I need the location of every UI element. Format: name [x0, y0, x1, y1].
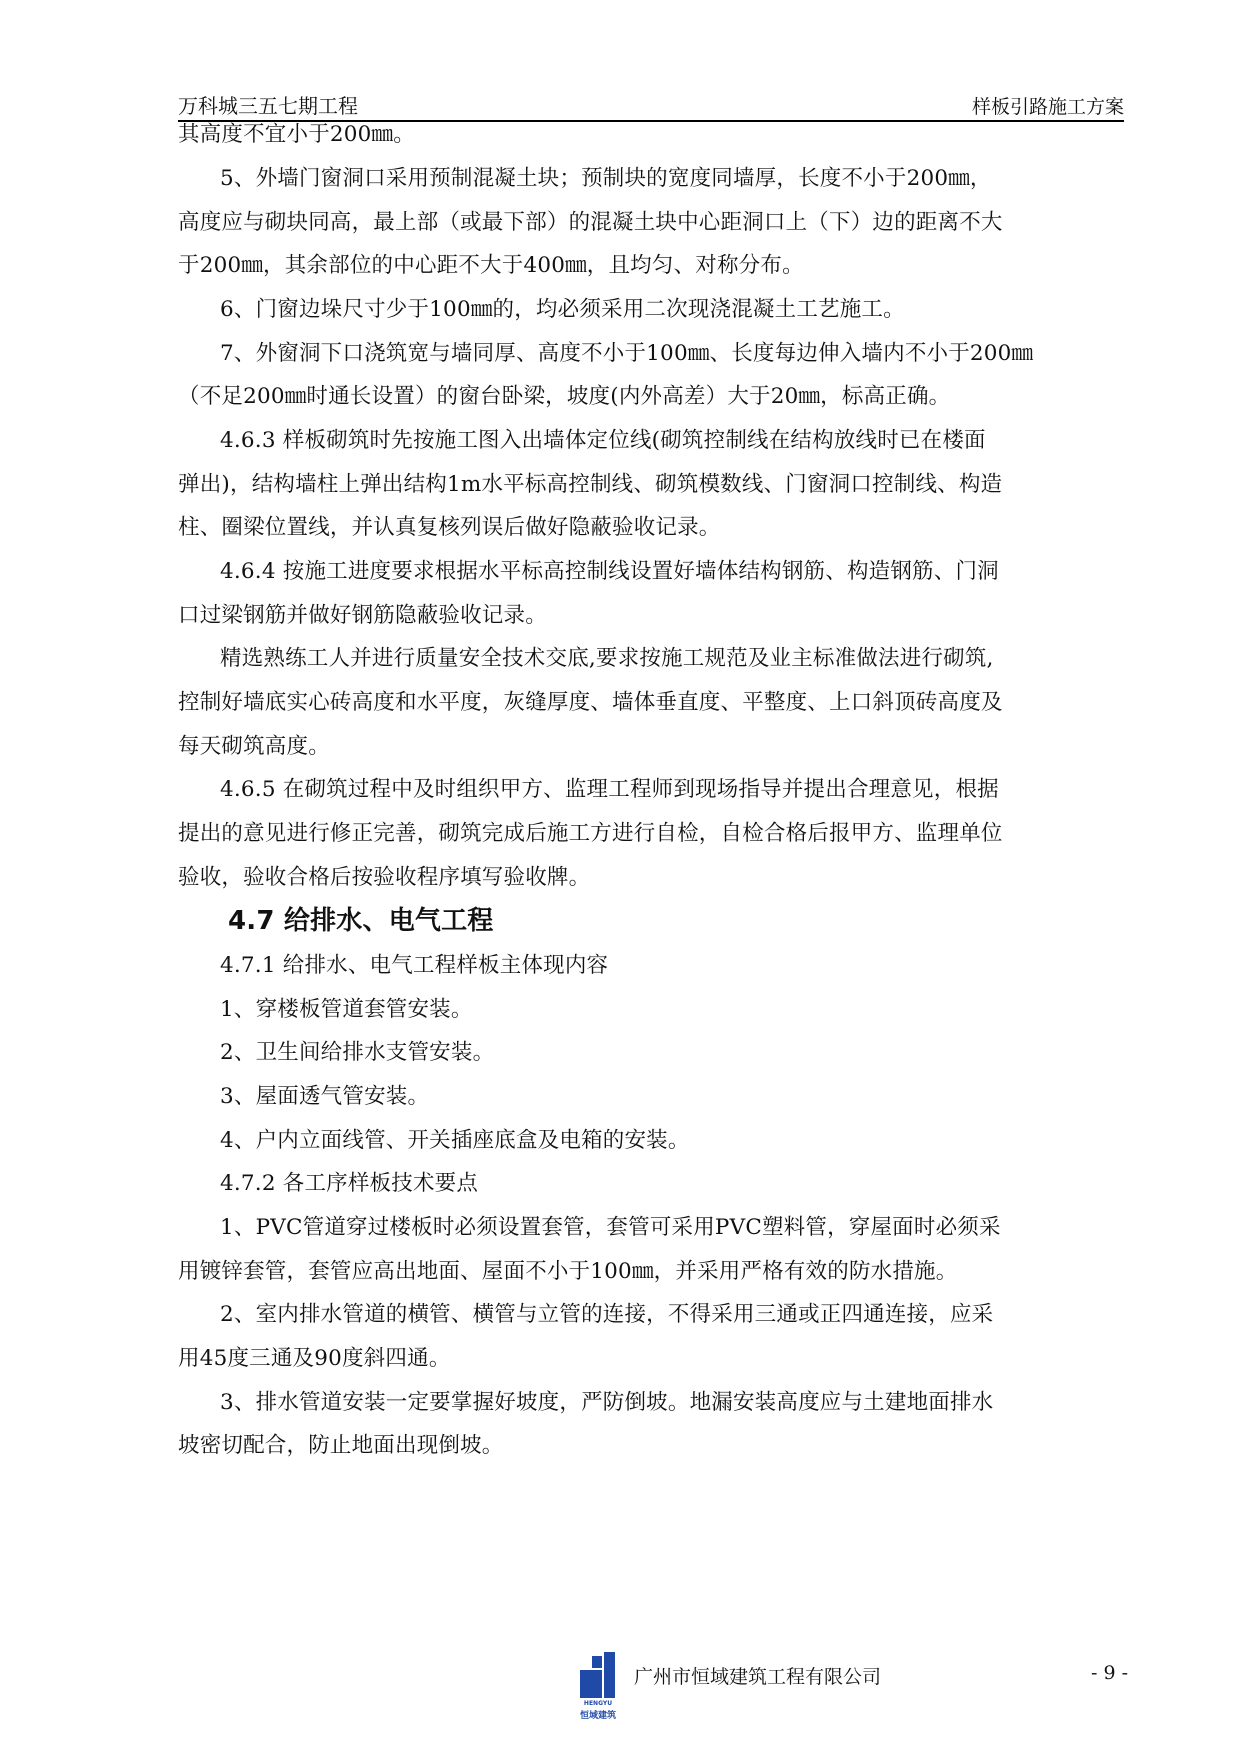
text-line: 验收，验收合格后按验收程序填写验收牌。 — [178, 865, 591, 890]
company-logo-icon — [578, 1652, 618, 1720]
text-line: 6、门窗边垛尺寸少于100㎜的，均必须采用二次现浇混凝土工艺施工。 — [220, 297, 905, 322]
text-line: 2、室内排水管道的横管、横管与立管的连接，不得采用三通或正四通连接，应采 — [220, 1302, 994, 1327]
text-line: 用45度三通及90度斜四通。 — [178, 1346, 451, 1371]
svg-text:恒域建筑: 恒域建筑 — [579, 1711, 617, 1720]
company-name: 广州市恒域建筑工程有限公司 — [634, 1666, 882, 1688]
text-line: （不足200㎜时通长设置）的窗台卧梁，坡度(内外高差）大于20㎜，标高正确。 — [178, 384, 951, 409]
text-line: 于200㎜，其余部位的中心距不大于400㎜，且均匀、对称分布。 — [178, 253, 804, 278]
text-line: 4.6.3 样板砌筑时先按施工图入出墙体定位线(砌筑控制线在结构放线时已在楼面 — [220, 428, 986, 453]
text-line: 4.7.2 各工序样板技术要点 — [220, 1171, 479, 1196]
text-line: 控制好墙底实心砖高度和水平度，灰缝厚度、墙体垂直度、平整度、上口斜顶砖高度及 — [178, 690, 1003, 715]
text-line: 1、穿楼板管道套管安装。 — [220, 997, 473, 1022]
text-line: 柱、圈梁位置线，并认真复核列误后做好隐蔽验收记录。 — [178, 515, 721, 540]
text-line: 5、外墙门窗洞口采用预制混凝土块；预制块的宽度同墙厚，长度不小于200㎜， — [220, 166, 992, 191]
section-heading: 4.7 给排水、电气工程 — [228, 906, 494, 936]
text-line: 每天砌筑高度。 — [178, 734, 330, 759]
text-line: 提出的意见进行修正完善，砌筑完成后施工方进行自检，自检合格后报甲方、监理单位 — [178, 821, 1003, 846]
page-header — [178, 86, 1124, 120]
text-line: 用镀锌套管，套管应高出地面、屋面不小于100㎜，并采用严格有效的防水措施。 — [178, 1259, 958, 1284]
text-line: 7、外窗洞下口浇筑宽与墙同厚、高度不小于100㎜、长度每边伸入墙内不小于200㎜ — [220, 341, 1034, 366]
text-line: 4.7.1 给排水、电气工程样板主体现内容 — [220, 953, 609, 978]
page-footer — [578, 1652, 1128, 1722]
text-line: 坡密切配合，防止地面出现倒坡。 — [178, 1433, 504, 1458]
text-line: 4.6.4 按施工进度要求根据水平标高控制线设置好墙体结构钢筋、构造钢筋、门洞 — [220, 559, 999, 584]
text-line: 2、卫生间给排水支管安装。 — [220, 1040, 495, 1065]
page-number: - 9 - — [1090, 1662, 1128, 1684]
text-line: 1、PVC管道穿过楼板时必须设置套管，套管可采用PVC塑料管，穿屋面时必须采 — [220, 1215, 1001, 1240]
text-line: 3、排水管道安装一定要掌握好坡度，严防倒坡。地漏安装高度应与土建地面排水 — [220, 1390, 994, 1415]
text-line: 4、户内立面线管、开关插座底盒及电箱的安装。 — [220, 1128, 690, 1153]
svg-text:HENGYU: HENGYU — [583, 1700, 613, 1707]
text-line: 其高度不宜小于200㎜。 — [178, 122, 415, 147]
text-line: 3、屋面透气管安装。 — [220, 1084, 430, 1109]
text-line: 精选熟练工人并进行质量安全技术交底,要求按施工规范及业主标准做法进行砌筑, — [220, 646, 994, 671]
text-line: 弹出)，结构墙柱上弹出结构1m水平标高控制线、砌筑模数线、门窗洞口控制线、构造 — [178, 472, 1003, 497]
text-line: 4.6.5 在砌筑过程中及时组织甲方、监理工程师到现场指导并提出合理意见，根据 — [220, 777, 999, 802]
document-title: 样板引路施工方案 — [971, 96, 1124, 118]
project-name: 万科城三五七期工程 — [178, 94, 358, 118]
text-line: 高度应与砌块同高，最上部（或最下部）的混凝土块中心距洞口上（下）边的距离不大 — [178, 210, 1003, 235]
text-line: 口过梁钢筋并做好钢筋隐蔽验收记录。 — [178, 603, 547, 628]
